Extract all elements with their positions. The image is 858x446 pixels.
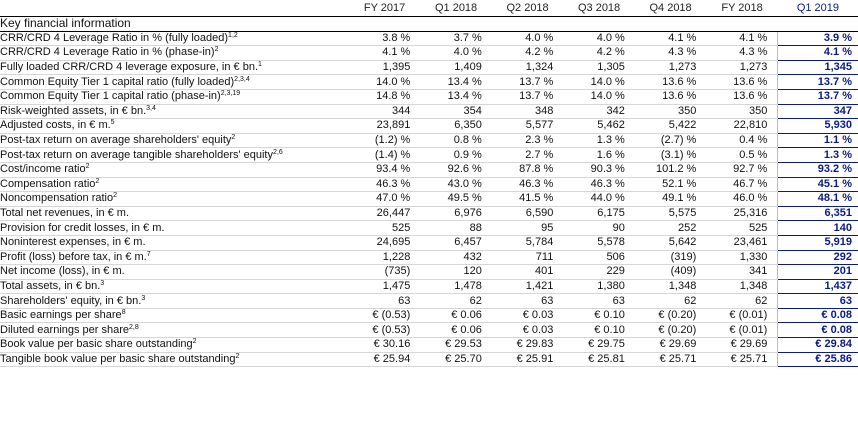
row-label [0,323,349,338]
cell-value: 711 [492,250,564,265]
cell-value: 4.2 % [492,46,564,61]
cell-value: € 29.83 [492,338,564,353]
footnote-ref: 2 [95,177,100,185]
cell-value: 5,462 [563,119,635,134]
cell-value: 1,228 [349,250,421,265]
cell-value: 13.7 % [778,89,858,104]
cell-value: 62 [635,294,707,309]
cell-value: 506 [563,250,635,265]
cell-value: 344 [349,104,421,119]
cell-value: 525 [706,221,778,236]
table-row [0,308,858,323]
cell-value: € 0.06 [420,323,492,338]
cell-value: 101.2 % [635,162,707,177]
table-title: Key financial information [0,17,858,32]
table-row [0,192,858,207]
cell-value: 48.1 % [778,192,858,207]
cell-value: € 29.69 [706,338,778,353]
table-row [0,206,858,221]
cell-value: 120 [420,265,492,280]
table-row [0,148,858,163]
cell-value: € (0.01) [706,308,778,323]
cell-value: € 25.70 [420,352,492,367]
cell-value: 1,305 [563,60,635,75]
row-label-text: Cost/income ratio [0,163,86,176]
cell-value: 1,324 [492,60,564,75]
cell-value: 6,350 [420,119,492,134]
cell-value: 1,348 [635,279,707,294]
cell-value: € 29.75 [563,338,635,353]
footnote-ref: 3 [141,294,146,302]
row-label [0,46,349,61]
table-row [0,60,858,75]
cell-value: 14.0 % [563,75,635,90]
cell-value: 348 [492,104,564,119]
title-row [0,17,858,32]
cell-value: 6,976 [420,206,492,221]
cell-value: 13.6 % [635,75,707,90]
row-label [0,148,349,163]
cell-value: 5,642 [635,235,707,250]
cell-value: 4.1 % [635,31,707,46]
cell-value: 1.3 % [563,133,635,148]
cell-value: 95 [492,221,564,236]
cell-value: 52.1 % [635,177,707,192]
cell-value: 90 [563,221,635,236]
cell-value: € 0.08 [778,308,858,323]
column-header: Q3 2018 [577,1,621,14]
row-label-text: Post-tax return on average tangible shareholders' equity [0,148,273,161]
footnote-ref: 3,4 [146,104,156,112]
cell-value: 1,380 [563,279,635,294]
cell-value: 24,695 [349,235,421,250]
cell-value: 23,891 [349,119,421,134]
cell-value: 1,421 [492,279,564,294]
cell-value: € 0.03 [492,323,564,338]
row-label-text: Fully loaded CRR/CRD 4 leverage exposure, in € bn. [0,61,259,74]
cell-value: 63 [563,294,635,309]
cell-value: 2.7 % [492,148,564,163]
row-label [0,279,349,294]
footnote-ref: 2 [192,338,197,346]
cell-value: 93.2 % [778,162,858,177]
footnote-ref: 2 [235,352,240,360]
cell-value: 62 [420,294,492,309]
cell-value: 1.6 % [563,148,635,163]
cell-value: € 25.71 [635,352,707,367]
row-label [0,308,349,323]
row-label [0,338,349,353]
cell-value: 6,590 [492,206,564,221]
cell-value: 4.0 % [420,46,492,61]
cell-value: 63 [492,294,564,309]
cell-value: 13.7 % [778,75,858,90]
header-blank [0,0,349,17]
row-label [0,235,349,250]
table-row [0,75,858,90]
cell-value: 6,457 [420,235,492,250]
cell-value: 90.3 % [563,162,635,177]
table-row [0,104,858,119]
cell-value: 13.7 % [492,89,564,104]
table-row [0,352,858,367]
cell-value: 4.1 % [706,31,778,46]
header-row [0,0,858,17]
cell-value: 5,575 [635,206,707,221]
footnote-ref: 2 [85,163,90,171]
cell-value: 5,930 [778,119,858,134]
cell-value: € 0.10 [563,308,635,323]
footnote-ref: 8 [121,309,126,317]
row-label [0,206,349,221]
table-row [0,89,858,104]
cell-value: € (0.53) [349,308,421,323]
cell-value: 252 [635,221,707,236]
footnote-ref: 5 [110,119,115,127]
cell-value: 3.7 % [420,31,492,46]
cell-value: 13.6 % [706,75,778,90]
row-label-text: Provision for credit losses, in € m. [0,221,165,234]
row-label-text: Profit (loss) before tax, in € m. [0,250,147,263]
table-row [0,338,858,353]
cell-value: 229 [563,265,635,280]
cell-value: 13.4 % [420,75,492,90]
cell-value: (735) [349,265,421,280]
footnote-ref: 2 [214,46,219,54]
cell-value: 1,437 [778,279,858,294]
footnote-ref: 2 [113,192,118,200]
row-label [0,221,349,236]
cell-value: 1,409 [420,60,492,75]
table-row [0,323,858,338]
cell-value: 46.3 % [563,177,635,192]
cell-value: 46.7 % [706,177,778,192]
cell-value: 62 [706,294,778,309]
table-row [0,177,858,192]
cell-value: 41.5 % [492,192,564,207]
cell-value: 49.5 % [420,192,492,207]
footnote-ref: 2,3,19 [220,90,241,98]
cell-value: € 25.71 [706,352,778,367]
row-label [0,192,349,207]
footnote-ref: 1,2 [228,31,238,39]
table-row [0,31,858,46]
row-label [0,133,349,148]
cell-value: 350 [706,104,778,119]
cell-value: (2.7) % [635,133,707,148]
cell-value: 1,345 [778,60,858,75]
cell-value: € 29.53 [420,338,492,353]
cell-value: 350 [635,104,707,119]
cell-value: 14.0 % [349,75,421,90]
cell-value: 46.3 % [492,177,564,192]
cell-value: 13.4 % [420,89,492,104]
cell-value: € (0.01) [706,323,778,338]
row-label-text: Noninterest expenses, in € m. [0,236,146,249]
row-label-text: Total net revenues, in € m. [0,207,130,220]
cell-value: € 25.81 [563,352,635,367]
cell-value: 47.0 % [349,192,421,207]
cell-value: € 0.08 [778,323,858,338]
footnote-ref: 1 [258,61,262,69]
cell-value: 3.9 % [778,31,858,46]
cell-value: € 25.86 [778,352,858,367]
row-label [0,119,349,134]
cell-value: 3.8 % [349,31,421,46]
row-label-text: Book value per basic share outstanding [0,338,193,351]
cell-value: 4.0 % [492,31,564,46]
footnote-ref: 2,8 [129,323,139,331]
row-label [0,162,349,177]
row-label-text: Shareholders' equity, in € bn. [0,294,142,307]
cell-value: 6,351 [778,206,858,221]
cell-value: € 29.84 [778,338,858,353]
cell-value: 46.3 % [349,177,421,192]
table-row [0,265,858,280]
cell-value: 1,395 [349,60,421,75]
cell-value: 1,475 [349,279,421,294]
column-header: Q2 2018 [506,1,549,14]
cell-value: 13.6 % [706,89,778,104]
row-label-text: Compensation ratio [0,177,96,190]
cell-value: € 0.06 [420,308,492,323]
row-label-text: Post-tax return on average shareholders' equity [0,134,232,147]
cell-value: 25,316 [706,206,778,221]
row-label [0,31,349,46]
cell-value: 5,784 [492,235,564,250]
cell-value: 43.0 % [420,177,492,192]
table-row [0,46,858,61]
table-row [0,221,858,236]
table-row [0,279,858,294]
cell-value: € (0.20) [635,308,707,323]
table-row [0,119,858,134]
cell-value: 45.1 % [778,177,858,192]
cell-value: 92.6 % [420,162,492,177]
cell-value: 140 [778,221,858,236]
cell-value: 1,348 [706,279,778,294]
cell-value: 1,273 [635,60,707,75]
cell-value: 44.0 % [563,192,635,207]
row-label-text: Diluted earnings per share [0,323,130,336]
cell-value: 1,273 [706,60,778,75]
cell-value: 14.8 % [349,89,421,104]
cell-value: 347 [778,104,858,119]
row-label-text: CRR/CRD 4 Leverage Ratio in % (phase-in) [0,46,215,59]
cell-value: 292 [778,250,858,265]
cell-value: 0.9 % [420,148,492,163]
table-row [0,235,858,250]
column-header: FY 2017 [363,1,406,14]
cell-value: 0.4 % [706,133,778,148]
cell-value: 432 [420,250,492,265]
cell-value: 88 [420,221,492,236]
cell-value: 5,919 [778,235,858,250]
cell-value: 0.5 % [706,148,778,163]
row-label-text: Adjusted costs, in € m. [0,119,111,132]
row-label-text: Tangible book value per basic share outstanding [0,352,236,365]
cell-value: 1,478 [420,279,492,294]
table-row [0,250,858,265]
row-label-text: Basic earnings per share [0,309,122,322]
column-header: Q1 2019 [796,1,840,14]
cell-value: 1.1 % [778,133,858,148]
cell-value: 401 [492,265,564,280]
footnote-ref: 3 [100,279,105,287]
cell-value: € 25.91 [492,352,564,367]
cell-value: (409) [635,265,707,280]
row-label [0,265,349,280]
row-label-text: Noncompensation ratio [0,192,114,205]
column-header: Q4 2018 [649,1,692,14]
cell-value: 13.6 % [635,89,707,104]
cell-value: 63 [349,294,421,309]
cell-value: 2.3 % [492,133,564,148]
row-label [0,352,349,367]
row-label-text: Common Equity Tier 1 capital ratio (fully loaded) [0,75,235,88]
cell-value: 6,175 [563,206,635,221]
cell-value: 1.3 % [778,148,858,163]
row-label-text: CRR/CRD 4 Leverage Ratio in % (fully loaded) [0,31,229,44]
cell-value: 4.0 % [563,31,635,46]
row-label [0,250,349,265]
cell-value: (1.2) % [349,133,421,148]
column-header: FY 2018 [721,1,763,14]
cell-value: € 0.10 [563,323,635,338]
cell-value: 22,810 [706,119,778,134]
cell-value: (3.1) % [635,148,707,163]
cell-value: (1.4) % [349,148,421,163]
cell-value: 14.0 % [563,89,635,104]
cell-value: 342 [563,104,635,119]
row-label-text: Common Equity Tier 1 capital ratio (phase-in) [0,90,221,103]
row-label [0,294,349,309]
cell-value: 1,330 [706,250,778,265]
table-row [0,294,858,309]
cell-value: 92.7 % [706,162,778,177]
row-label [0,177,349,192]
cell-value: 5,578 [563,235,635,250]
cell-value: 0.8 % [420,133,492,148]
cell-value: 4.3 % [635,46,707,61]
footnote-ref: 7 [146,250,151,258]
cell-value: 4.2 % [563,46,635,61]
cell-value: 23,461 [706,235,778,250]
cell-value: 63 [778,294,858,309]
cell-value: 201 [778,265,858,280]
cell-value: 5,422 [635,119,707,134]
cell-value: 87.8 % [492,162,564,177]
cell-value: 13.7 % [492,75,564,90]
column-header: Q1 2018 [434,1,478,14]
cell-value: € 30.16 [349,338,421,353]
cell-value: 5,577 [492,119,564,134]
cell-value: 46.0 % [706,192,778,207]
cell-value: 4.1 % [349,46,421,61]
cell-value: 354 [420,104,492,119]
row-label [0,104,349,119]
cell-value: € 25.94 [349,352,421,367]
cell-value: 4.3 % [706,46,778,61]
cell-value: € (0.20) [635,323,707,338]
footnote-ref: 2,3,4 [234,75,250,83]
row-label [0,60,349,75]
row-label-text: Net income (loss), in € m. [0,265,125,278]
table-row [0,162,858,177]
cell-value: (319) [635,250,707,265]
cell-value: 93.4 % [349,162,421,177]
cell-value: € (0.53) [349,323,421,338]
row-label [0,75,349,90]
row-label-text: Risk-weighted assets, in € bn. [0,104,147,117]
cell-value: € 29.69 [635,338,707,353]
cell-value: 4.1 % [778,46,858,61]
footnote-ref: 2 [231,134,236,142]
row-label-text: Total assets, in € bn. [0,279,101,292]
cell-value: € 0.03 [492,308,564,323]
cell-value: 26,447 [349,206,421,221]
cell-value: 341 [706,265,778,280]
table-row [0,133,858,148]
cell-value: 49.1 % [635,192,707,207]
cell-value: 525 [349,221,421,236]
row-label [0,89,349,104]
footnote-ref: 2,6 [273,148,283,156]
